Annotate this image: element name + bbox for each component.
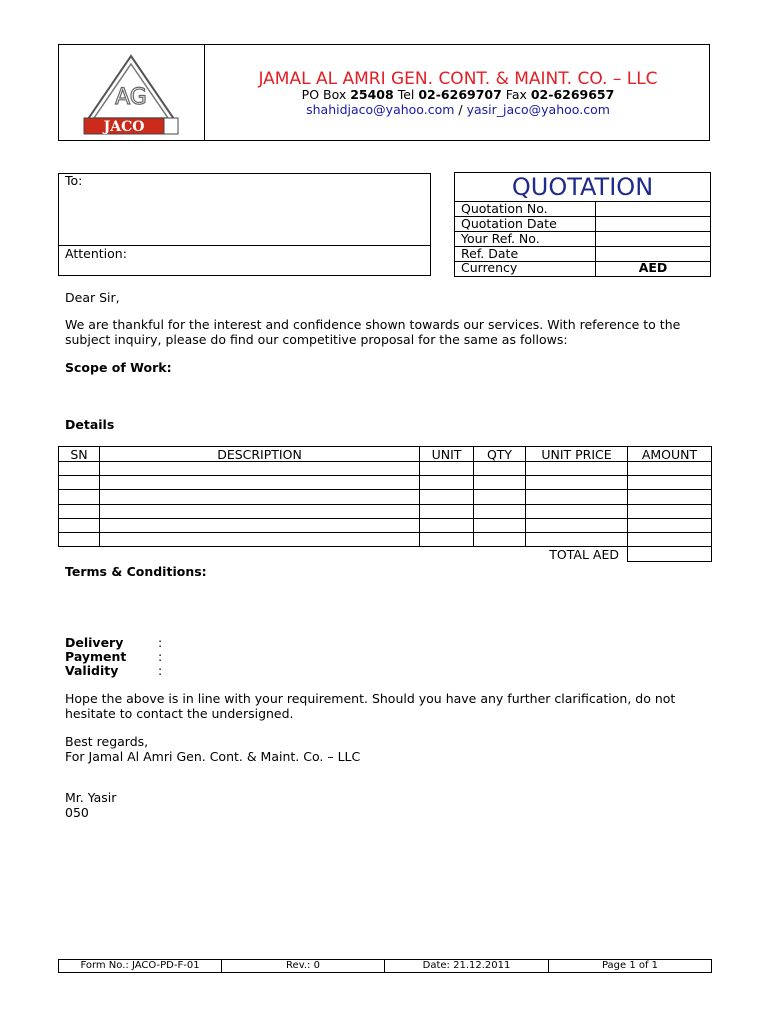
to-label: To: bbox=[65, 173, 83, 188]
col-header-amount: AMOUNT bbox=[628, 447, 712, 462]
col-header-unit: UNIT bbox=[420, 447, 474, 462]
revision: Rev.: 0 bbox=[222, 960, 385, 973]
email-separator: / bbox=[454, 102, 467, 117]
currency-label: Currency bbox=[461, 260, 518, 275]
po-box-number: 25408 bbox=[350, 87, 394, 102]
contact-line bbox=[206, 88, 710, 102]
email-line bbox=[206, 103, 710, 117]
col-header-unit-price: UNIT PRICE bbox=[526, 447, 628, 462]
delivery-colon: : bbox=[158, 635, 163, 650]
table-cell[interactable] bbox=[59, 476, 100, 490]
table-row bbox=[59, 476, 712, 490]
quotation-no-label: Quotation No. bbox=[461, 201, 548, 216]
table-cell[interactable] bbox=[526, 476, 628, 490]
greeting: Dear Sir, bbox=[65, 290, 120, 305]
validity-label: Validity bbox=[65, 663, 119, 678]
table-row bbox=[59, 490, 712, 504]
table-row bbox=[59, 518, 712, 532]
closing-line-2: hesitate to contact the undersigned. bbox=[65, 706, 294, 721]
form-number: Form No.: JACO-PD-F-01 bbox=[59, 960, 222, 973]
letterhead-divider bbox=[204, 44, 205, 141]
company-name: JAMAL AL AMRI GEN. CONT. & MAINT. CO. – LLC bbox=[258, 69, 658, 89]
table-cell[interactable] bbox=[420, 490, 474, 504]
table-cell[interactable] bbox=[474, 462, 526, 476]
quotation-title: QUOTATION bbox=[511, 173, 654, 201]
table-cell[interactable] bbox=[628, 504, 712, 518]
table-cell[interactable] bbox=[628, 490, 712, 504]
table-cell[interactable] bbox=[474, 490, 526, 504]
table-row bbox=[59, 504, 712, 518]
table-cell[interactable] bbox=[628, 518, 712, 532]
tel-number: 02-6269707 bbox=[418, 87, 502, 102]
total-label: TOTAL AED bbox=[549, 546, 619, 562]
table-cell[interactable] bbox=[420, 504, 474, 518]
terms-heading: Terms & Conditions: bbox=[65, 564, 207, 579]
po-box-label: PO Box bbox=[301, 87, 351, 102]
details-table bbox=[58, 446, 712, 562]
table-cell[interactable] bbox=[100, 476, 420, 490]
table-cell[interactable] bbox=[420, 462, 474, 476]
form-footer bbox=[58, 959, 712, 973]
quotation-date-label: Quotation Date bbox=[461, 216, 557, 231]
attention-label: Attention: bbox=[65, 246, 127, 261]
table-cell[interactable] bbox=[628, 462, 712, 476]
table-cell[interactable] bbox=[420, 532, 474, 546]
table-cell[interactable] bbox=[628, 476, 712, 490]
payment-colon: : bbox=[158, 649, 163, 664]
table-cell[interactable] bbox=[100, 504, 420, 518]
details-heading: Details bbox=[65, 417, 115, 432]
table-cell[interactable] bbox=[59, 462, 100, 476]
table-header-row bbox=[59, 447, 712, 462]
table-cell[interactable] bbox=[100, 490, 420, 504]
table-cell[interactable] bbox=[100, 518, 420, 532]
email-link-2[interactable]: yasir_jaco@yahoo.com bbox=[466, 102, 610, 117]
table-cell[interactable] bbox=[59, 532, 100, 546]
signatory-phone: 050 bbox=[65, 805, 89, 820]
table-cell[interactable] bbox=[526, 504, 628, 518]
table-cell[interactable] bbox=[100, 532, 420, 546]
table-cell[interactable] bbox=[59, 518, 100, 532]
form-date: Date: 21.12.2011 bbox=[385, 960, 549, 973]
validity-colon: : bbox=[158, 663, 163, 678]
closing-line-1: Hope the above is in line with your requirement. Should you have any further clarification, do not bbox=[65, 691, 676, 706]
col-header-description: DESCRIPTION bbox=[100, 447, 420, 462]
page-number: Page 1 of 1 bbox=[549, 960, 712, 973]
table-cell[interactable] bbox=[420, 476, 474, 490]
table-cell[interactable] bbox=[474, 532, 526, 546]
scope-heading: Scope of Work: bbox=[65, 360, 172, 375]
table-cell[interactable] bbox=[59, 490, 100, 504]
table-cell[interactable] bbox=[526, 490, 628, 504]
tel-label: Tel bbox=[393, 87, 419, 102]
table-cell[interactable] bbox=[100, 462, 420, 476]
payment-label: Payment bbox=[65, 649, 127, 664]
ref-date-label: Ref. Date bbox=[461, 246, 519, 261]
delivery-label: Delivery bbox=[65, 635, 124, 650]
your-ref-no-label: Your Ref. No. bbox=[461, 231, 540, 246]
total-value-cell[interactable] bbox=[628, 547, 712, 562]
col-header-qty: QTY bbox=[474, 447, 526, 462]
for-company: For Jamal Al Amri Gen. Cont. & Maint. Co. – LLC bbox=[65, 749, 361, 764]
table-cell[interactable] bbox=[474, 504, 526, 518]
table-cell[interactable] bbox=[526, 518, 628, 532]
table-cell[interactable] bbox=[420, 518, 474, 532]
table-row bbox=[59, 462, 712, 476]
fax-label: Fax bbox=[501, 87, 531, 102]
intro-line-2: subject inquiry, please do find our competitive proposal for the same as follows: bbox=[65, 332, 568, 347]
table-cell[interactable] bbox=[474, 518, 526, 532]
total-row bbox=[59, 547, 712, 562]
table-cell[interactable] bbox=[474, 476, 526, 490]
regards: Best regards, bbox=[65, 734, 149, 749]
currency-value: AED bbox=[638, 260, 668, 275]
jaco-logo bbox=[76, 50, 186, 140]
logo-text: JACO bbox=[103, 119, 145, 135]
table-cell[interactable] bbox=[526, 532, 628, 546]
fax-number: 02-6269657 bbox=[530, 87, 615, 102]
table-row bbox=[59, 532, 712, 546]
logo-letters: AG bbox=[115, 85, 147, 110]
intro-line-1: We are thankful for the interest and confidence shown towards our services. With reference to the bbox=[65, 317, 681, 332]
table-cell[interactable] bbox=[628, 532, 712, 546]
col-header-sn: SN bbox=[59, 447, 100, 462]
email-link-1[interactable]: shahidjaco@yahoo.com bbox=[306, 102, 455, 117]
table-cell[interactable] bbox=[526, 462, 628, 476]
signatory-name: Mr. Yasir bbox=[65, 790, 117, 805]
table-cell[interactable] bbox=[59, 504, 100, 518]
